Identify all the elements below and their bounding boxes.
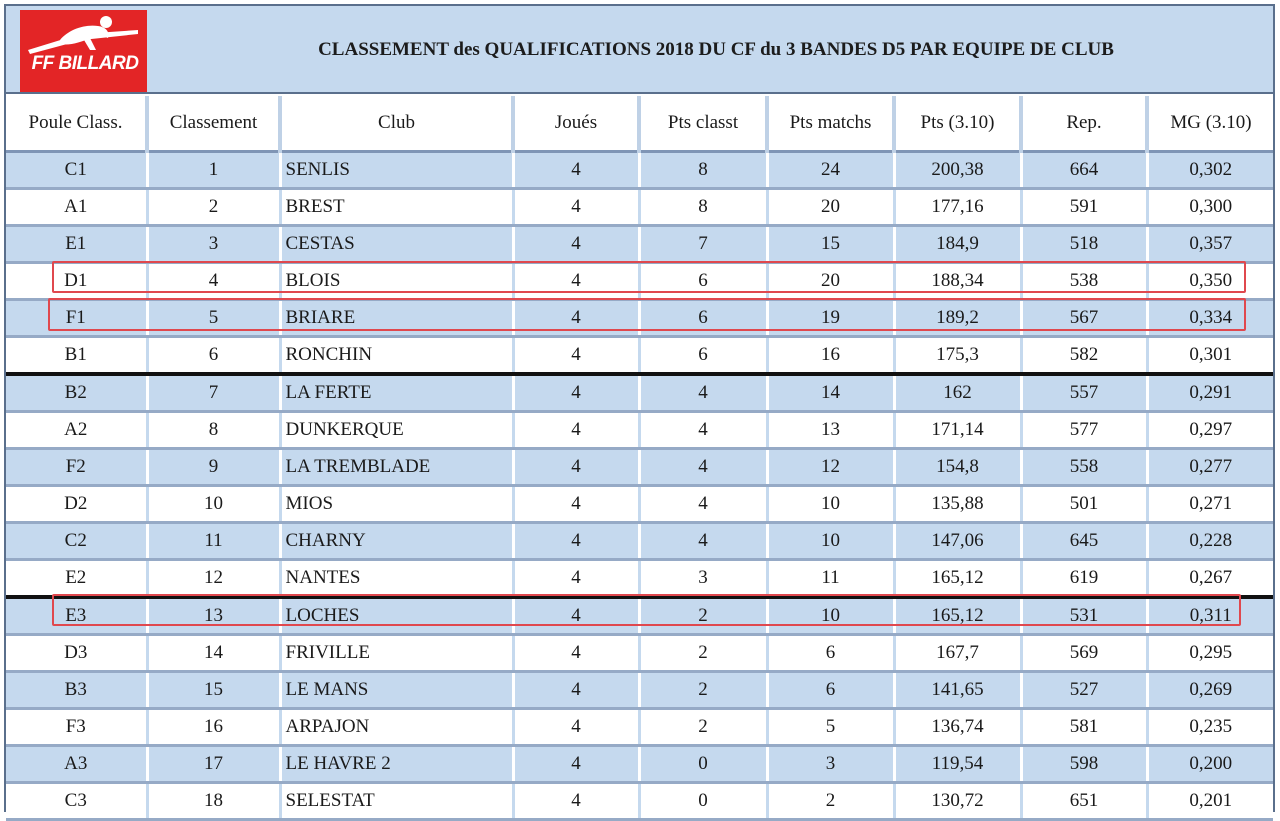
cell-pts-matchs: 13 (767, 412, 894, 449)
cell-mg: 0,235 (1147, 709, 1273, 746)
cell-rep: 538 (1021, 263, 1147, 300)
cell-rank: 4 (147, 263, 280, 300)
cell-pts: 171,14 (894, 412, 1021, 449)
cell-mg: 0,201 (1147, 783, 1273, 820)
cell-pts: 147,06 (894, 523, 1021, 560)
cell-played: 4 (513, 412, 639, 449)
cell-pts-matchs: 20 (767, 263, 894, 300)
cell-poule: B1 (6, 337, 147, 375)
cell-played: 4 (513, 300, 639, 337)
cell-rank: 18 (147, 783, 280, 820)
cell-rank: 10 (147, 486, 280, 523)
cell-pts: 177,16 (894, 189, 1021, 226)
cell-pts-matchs: 14 (767, 374, 894, 412)
cell-mg: 0,311 (1147, 597, 1273, 635)
cell-pts-matchs: 3 (767, 746, 894, 783)
table-row (6, 226, 1273, 263)
cell-rep: 501 (1021, 486, 1147, 523)
cell-club: FRIVILLE (280, 635, 513, 672)
cell-club: BRIARE (280, 300, 513, 337)
cell-club: MIOS (280, 486, 513, 523)
cell-pts-classt: 7 (639, 226, 767, 263)
cell-poule: B2 (6, 374, 147, 412)
cell-poule: C1 (6, 152, 147, 189)
cell-played: 4 (513, 560, 639, 598)
cell-poule: A1 (6, 189, 147, 226)
cell-rep: 558 (1021, 449, 1147, 486)
cell-played: 4 (513, 709, 639, 746)
cell-club: LOCHES (280, 597, 513, 635)
cell-rank: 9 (147, 449, 280, 486)
cell-pts: 189,2 (894, 300, 1021, 337)
cell-club: BREST (280, 189, 513, 226)
cell-pts-matchs: 11 (767, 560, 894, 598)
cell-played: 4 (513, 152, 639, 189)
cell-pts: 135,88 (894, 486, 1021, 523)
column-header: Pts (3.10) (894, 96, 1021, 152)
cell-poule: D3 (6, 635, 147, 672)
table-row (6, 152, 1273, 189)
cell-rank: 11 (147, 523, 280, 560)
cell-pts-matchs: 12 (767, 449, 894, 486)
cell-played: 4 (513, 783, 639, 820)
cell-rep: 581 (1021, 709, 1147, 746)
column-header: Joués (513, 96, 639, 152)
cell-club: LE HAVRE 2 (280, 746, 513, 783)
cell-rank: 2 (147, 189, 280, 226)
cell-rep: 645 (1021, 523, 1147, 560)
cell-pts: 141,65 (894, 672, 1021, 709)
column-header: Club (280, 96, 513, 152)
cell-pts: 165,12 (894, 597, 1021, 635)
cell-club: ARPAJON (280, 709, 513, 746)
ranking-sheet (4, 4, 1275, 812)
cell-pts-matchs: 10 (767, 486, 894, 523)
cell-mg: 0,271 (1147, 486, 1273, 523)
cell-played: 4 (513, 226, 639, 263)
cell-rep: 569 (1021, 635, 1147, 672)
cell-pts-classt: 2 (639, 672, 767, 709)
cell-rep: 531 (1021, 597, 1147, 635)
cell-rep: 557 (1021, 374, 1147, 412)
cell-mg: 0,301 (1147, 337, 1273, 375)
cell-club: LE MANS (280, 672, 513, 709)
cell-poule: E2 (6, 560, 147, 598)
cell-pts: 130,72 (894, 783, 1021, 820)
cell-poule: C3 (6, 783, 147, 820)
cell-pts: 167,7 (894, 635, 1021, 672)
cell-played: 4 (513, 449, 639, 486)
cell-pts: 165,12 (894, 560, 1021, 598)
cell-rank: 12 (147, 560, 280, 598)
cell-pts-matchs: 6 (767, 672, 894, 709)
cell-poule: E3 (6, 597, 147, 635)
cell-played: 4 (513, 189, 639, 226)
cell-pts: 175,3 (894, 337, 1021, 375)
cell-poule: E1 (6, 226, 147, 263)
table-row (6, 709, 1273, 746)
table-row (6, 523, 1273, 560)
cell-rank: 13 (147, 597, 280, 635)
cell-mg: 0,302 (1147, 152, 1273, 189)
column-header: Rep. (1021, 96, 1147, 152)
cell-mg: 0,357 (1147, 226, 1273, 263)
cell-pts-matchs: 15 (767, 226, 894, 263)
cell-club: CESTAS (280, 226, 513, 263)
cell-pts-matchs: 19 (767, 300, 894, 337)
billiard-player-icon (20, 10, 147, 92)
cell-played: 4 (513, 597, 639, 635)
column-header: Poule Class. (6, 96, 147, 152)
cell-pts-classt: 2 (639, 597, 767, 635)
cell-rank: 16 (147, 709, 280, 746)
cell-played: 4 (513, 746, 639, 783)
cell-pts-matchs: 5 (767, 709, 894, 746)
cell-pts-classt: 4 (639, 374, 767, 412)
column-header: MG (3.10) (1147, 96, 1273, 152)
table-row (6, 449, 1273, 486)
cell-rank: 7 (147, 374, 280, 412)
logo-text: FF BILLARD (31, 53, 139, 74)
cell-mg: 0,200 (1147, 746, 1273, 783)
cell-pts-classt: 6 (639, 263, 767, 300)
cell-rank: 5 (147, 300, 280, 337)
cell-club: NANTES (280, 560, 513, 598)
cell-pts: 188,34 (894, 263, 1021, 300)
cell-rank: 6 (147, 337, 280, 375)
cell-pts: 154,8 (894, 449, 1021, 486)
table-row (6, 635, 1273, 672)
cell-club: DUNKERQUE (280, 412, 513, 449)
cell-poule: F2 (6, 449, 147, 486)
table-row (6, 783, 1273, 820)
cell-played: 4 (513, 672, 639, 709)
cell-pts-classt: 4 (639, 486, 767, 523)
cell-rep: 651 (1021, 783, 1147, 820)
cell-club: CHARNY (280, 523, 513, 560)
cell-rank: 3 (147, 226, 280, 263)
table-row (6, 300, 1273, 337)
table-row (6, 337, 1273, 375)
table-row (6, 597, 1273, 635)
table-row (6, 560, 1273, 598)
cell-rep: 567 (1021, 300, 1147, 337)
cell-club: RONCHIN (280, 337, 513, 375)
cell-pts-classt: 4 (639, 412, 767, 449)
ff-billard-logo (20, 10, 147, 92)
cell-poule: A3 (6, 746, 147, 783)
cell-played: 4 (513, 523, 639, 560)
cell-pts-matchs: 2 (767, 783, 894, 820)
cell-pts-classt: 8 (639, 189, 767, 226)
cell-played: 4 (513, 486, 639, 523)
cell-rep: 664 (1021, 152, 1147, 189)
cell-pts: 184,9 (894, 226, 1021, 263)
cell-pts-classt: 8 (639, 152, 767, 189)
cell-pts-classt: 3 (639, 560, 767, 598)
cell-rep: 577 (1021, 412, 1147, 449)
cell-mg: 0,300 (1147, 189, 1273, 226)
cell-club: SELESTAT (280, 783, 513, 820)
cell-mg: 0,350 (1147, 263, 1273, 300)
cell-pts-matchs: 10 (767, 523, 894, 560)
cell-pts: 162 (894, 374, 1021, 412)
cell-played: 4 (513, 635, 639, 672)
column-header: Pts classt (639, 96, 767, 152)
cell-pts-matchs: 6 (767, 635, 894, 672)
cell-pts-matchs: 24 (767, 152, 894, 189)
table-row (6, 746, 1273, 783)
cell-mg: 0,291 (1147, 374, 1273, 412)
page-title: CLASSEMENT des QUALIFICATIONS 2018 DU CF du 3 BANDES D5 PAR EQUIPE DE CLUB (318, 39, 1114, 60)
cell-poule: C2 (6, 523, 147, 560)
cell-club: LA TREMBLADE (280, 449, 513, 486)
ranking-table (6, 96, 1273, 821)
cell-played: 4 (513, 337, 639, 375)
cell-pts-matchs: 16 (767, 337, 894, 375)
cell-mg: 0,297 (1147, 412, 1273, 449)
cell-poule: A2 (6, 412, 147, 449)
column-header: Classement (147, 96, 280, 152)
cell-pts: 136,74 (894, 709, 1021, 746)
table-row (6, 189, 1273, 226)
cell-mg: 0,228 (1147, 523, 1273, 560)
table-row (6, 486, 1273, 523)
cell-rep: 619 (1021, 560, 1147, 598)
cell-mg: 0,295 (1147, 635, 1273, 672)
cell-mg: 0,267 (1147, 560, 1273, 598)
cell-poule: F3 (6, 709, 147, 746)
cell-rep: 582 (1021, 337, 1147, 375)
cell-rep: 527 (1021, 672, 1147, 709)
cell-pts-classt: 2 (639, 709, 767, 746)
cell-poule: F1 (6, 300, 147, 337)
cell-club: LA FERTE (280, 374, 513, 412)
cell-club: SENLIS (280, 152, 513, 189)
table-row (6, 263, 1273, 300)
table-header-row (6, 96, 1273, 152)
cell-played: 4 (513, 263, 639, 300)
cell-rank: 15 (147, 672, 280, 709)
column-header: Pts matchs (767, 96, 894, 152)
cell-poule: D2 (6, 486, 147, 523)
cell-pts-matchs: 20 (767, 189, 894, 226)
cell-pts-classt: 2 (639, 635, 767, 672)
table-row (6, 374, 1273, 412)
header-banner (6, 6, 1273, 94)
cell-mg: 0,269 (1147, 672, 1273, 709)
cell-rank: 1 (147, 152, 280, 189)
cell-played: 4 (513, 374, 639, 412)
cell-poule: B3 (6, 672, 147, 709)
cell-mg: 0,334 (1147, 300, 1273, 337)
cell-rep: 518 (1021, 226, 1147, 263)
cell-pts-classt: 0 (639, 783, 767, 820)
cell-mg: 0,277 (1147, 449, 1273, 486)
table-row (6, 412, 1273, 449)
cell-rank: 8 (147, 412, 280, 449)
cell-pts-classt: 0 (639, 746, 767, 783)
cell-rank: 14 (147, 635, 280, 672)
cell-pts-classt: 4 (639, 449, 767, 486)
table-row (6, 672, 1273, 709)
cell-pts: 200,38 (894, 152, 1021, 189)
cell-rep: 591 (1021, 189, 1147, 226)
cell-pts-classt: 4 (639, 523, 767, 560)
cell-pts-classt: 6 (639, 300, 767, 337)
cell-pts: 119,54 (894, 746, 1021, 783)
cell-rep: 598 (1021, 746, 1147, 783)
cell-rank: 17 (147, 746, 280, 783)
cell-poule: D1 (6, 263, 147, 300)
table-body (6, 152, 1273, 820)
cell-pts-matchs: 10 (767, 597, 894, 635)
cell-club: BLOIS (280, 263, 513, 300)
cell-pts-classt: 6 (639, 337, 767, 375)
